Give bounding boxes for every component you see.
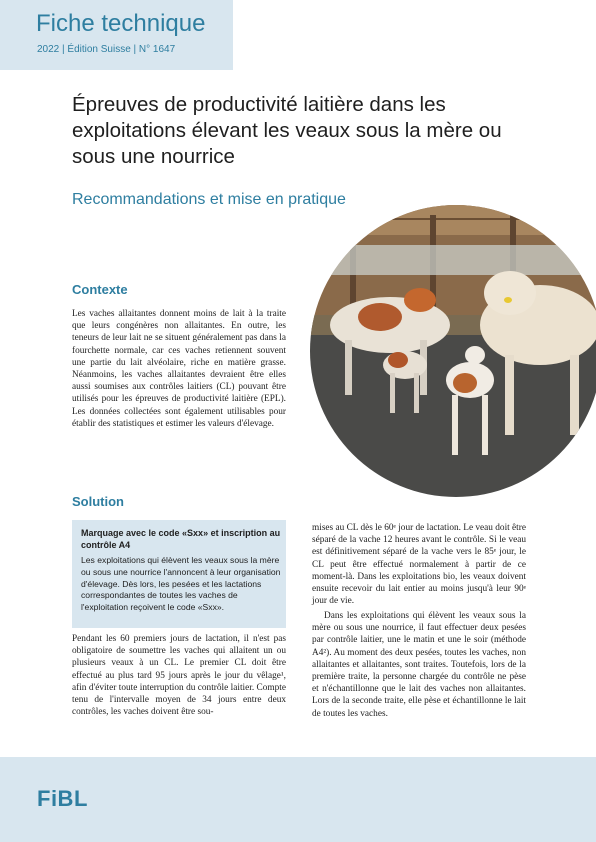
fibl-logo: FiBL <box>37 786 88 811</box>
header-title: Fiche technique <box>36 10 206 37</box>
header-edition: 2022 | Édition Suisse | N° 1647 <box>37 44 176 55</box>
barn-illustration <box>310 205 596 497</box>
solution-paragraph-right-2: Dans les exploitations qui élèvent les veaux sous la mère ou sous une nourrice, il faut effectuer deux pesées par contrôle laitier, une le matin et une le soir (méthode A4²). Au moment des deux pesées, toutes les vaches, non allaitantes et allaitantes, sont traites. Toutefois, lors de la première traite, la personne chargée du contrôle ne pèse et n'échantillonne que le lait des vaches non allaitantes. Lors de la seconde traite, elle pèse et échantillonne le lait de toutes les vaches. <box>312 611 526 719</box>
contexte-paragraph: Les vaches allaitantes donnent moins de lait à la traite que leurs congénères non allaitantes. En outre, les teneurs de leur lait ne se situent généralement pas dans la fourchette normale, car ces vaches retiennent souvent une partie du lait alvéolaire, riche en matière grasse. Néanmoins, les vaches allaitantes devraient être elles aussi soumises aux contrôles laitiers (CL) pouvant être utilisés pour les épreuves de productivité laitière (EPL). Les données collectées sont également utilisables pour établir des statistiques et estimer les valeurs d'élevage. <box>72 309 286 429</box>
solution-heading: Solution <box>72 494 124 509</box>
solution-paragraph-right-1: mises au CL dès le 60ᵉ jour de lactation. Le veau doit être séparé de la vache 12 heures avant le contrôle. Si le veau est définitivement séparé de la vache vers le 85ᵉ jour, le CL peut être effectué normalement à partir de ce moment-là. Dans les exploitations bio, les veaux doivent ensuite recevoir du lait entier au moins jusqu'à leur 90ᵉ jour de vie. <box>312 523 526 607</box>
callout-title: Marquage avec le code «Sxx» et inscription au contrôle A4 <box>81 528 281 550</box>
contexte-heading: Contexte <box>72 282 128 297</box>
cows-and-calves-photo <box>310 205 596 497</box>
document-title: Épreuves de productivité laitière dans les exploitations élevant les veaux sous la mère ou sous une nourrice <box>72 93 502 168</box>
header-banner <box>0 0 233 70</box>
callout-text: Les exploitations qui élèvent les veaux sous la mère ou sous une nourrice l'annoncent à leur organisation d'élevage. Dès lors, les pesées et les lactations correspondantes de toutes les vaches de l'exploitation reçoivent le code «Sxx». <box>81 555 281 613</box>
callout-box <box>72 520 286 628</box>
footer-band <box>0 757 596 842</box>
solution-paragraph-left: Pendant les 60 premiers jours de lactation, il n'est pas obligatoire de soumettre les vaches qui allaitent un ou plusieurs veaux à un CL. Le premier CL doit être effectué au plus tard 95 jours après le jour du vêlage¹, afin d'éviter toute interruption du contrôle laitier. Compte tenu de l'intervalle moyen de 34 jours entre deux contrôles, les vaches doivent être sou- <box>72 634 286 718</box>
document-subtitle: Recommandations et mise en pratique <box>72 191 346 208</box>
